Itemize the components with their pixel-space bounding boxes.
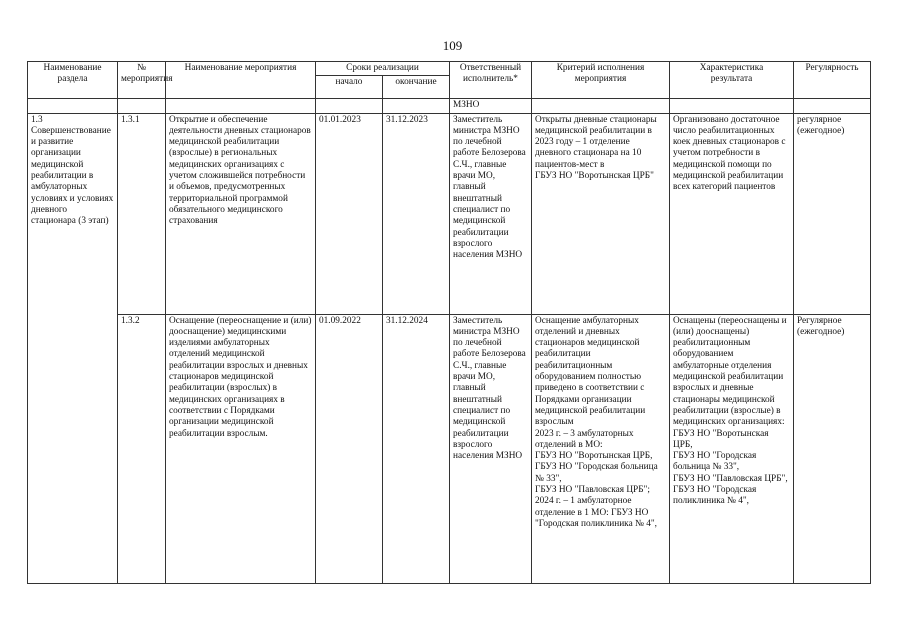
header-section: Наименование раздела bbox=[28, 62, 118, 99]
continuation-responsible: МЗНО bbox=[450, 99, 532, 113]
table-row bbox=[28, 113, 871, 314]
event-name: Открытие и обеспечение деятельности дневных стационаров медицинской реабилитации (взрослые) в региональных медицинских организациях с учетом сложившейся потребности и объемов, предусмотренных территориальной программой обязательного медицинского страхования bbox=[166, 113, 316, 314]
regularity: Регулярное (ежегодное) bbox=[794, 314, 871, 583]
continuation-row bbox=[28, 99, 871, 113]
header-terms: Сроки реализации bbox=[316, 62, 450, 76]
end-date: 31.12.2024 bbox=[383, 314, 450, 583]
page-number: 109 bbox=[442, 38, 463, 53]
result: Оснащены (переоснащены и (или) дооснащены) реабилитационным оборудованием амбулаторные отделения медицинской реабилитации взрослых и дневные стационары медицинской реабилитации (взрослые) в медицинских организациях: ГБУЗ НО "Воротынская ЦРБ, ГБУЗ НО "Городская больница № 33", ГБУЗ НО "Павловская ЦРБ", ГБУЗ НО "Городская поликлиника № 4", bbox=[670, 314, 794, 583]
header-start: начало bbox=[316, 76, 383, 99]
activities-table bbox=[27, 61, 871, 584]
responsible: Заместитель министра МЗНО по лечебной работе Белозерова С.Ч., главные врачи МО, главный внештатный специалист по медицинской реабилитации взрослого населения МЗНО bbox=[450, 113, 532, 314]
section-name: 1.3 Совершенствование и развитие организации медицинской реабилитации в амбулаторных условиях и условиях дневного стационара (3 этап) bbox=[28, 113, 118, 583]
criterion: Открыты дневные стационары медицинской реабилитации в 2023 году – 1 отделение дневного стационара на 10 пациентов-мест в ГБУЗ НО "Воротынская ЦРБ" bbox=[532, 113, 670, 314]
event-name: Оснащение (переоснащение и (или) дооснащение) медицинскими изделиями амбулаторных отделений медицинской реабилитации взрослых и дневных стационаров медицинской реабилитации (взрослых) в медицинских организациях в соответствии с Порядками организации медицинской реабилитации взрослым. bbox=[166, 314, 316, 583]
result: Организовано достаточное число реабилитационных коек дневных стационаров с учетом потребности в медицинской помощи по медицинской реабилитации всех категорий пациентов bbox=[670, 113, 794, 314]
header-end: окончание bbox=[383, 76, 450, 99]
header-responsible: Ответственный исполнитель* bbox=[450, 62, 532, 99]
start-date: 01.01.2023 bbox=[316, 113, 383, 314]
header-number: № мероприятия bbox=[118, 62, 166, 99]
responsible: Заместитель министра МЗНО по лечебной работе Белозерова С.Ч., главные врачи МО, главный внештатный специалист по медицинской реабилитации взрослого населения МЗНО bbox=[450, 314, 532, 583]
table-row bbox=[28, 314, 871, 583]
header-event: Наименование мероприятия bbox=[166, 62, 316, 99]
header-regularity: Регулярность bbox=[794, 62, 871, 99]
header-result: Характеристика результата bbox=[670, 62, 794, 99]
criterion: Оснащение амбулаторных отделений и дневных стационаров медицинской реабилитации реабилитационным оборудованием полностью приведено в соответствии с Порядками организации медицинской реабилитации взрослым 2023 г. – 3 амбулаторных отделений в МО: ГБУЗ НО "Воротынская ЦРБ, ГБУЗ НО "Городская больница № 33", ГБУЗ НО "Павловская ЦРБ"; 2024 г. – 1 амбулаторное отделение в 1 МО: ГБУЗ НО "Городская поликлиника № 4", bbox=[532, 314, 670, 583]
event-number: 1.3.1 bbox=[118, 113, 166, 314]
start-date: 01.09.2022 bbox=[316, 314, 383, 583]
header-criterion: Критерий исполнения мероприятия bbox=[532, 62, 670, 99]
regularity: регулярное (ежегодное) bbox=[794, 113, 871, 314]
header-row bbox=[28, 62, 871, 76]
end-date: 31.12.2023 bbox=[383, 113, 450, 314]
event-number: 1.3.2 bbox=[118, 314, 166, 583]
